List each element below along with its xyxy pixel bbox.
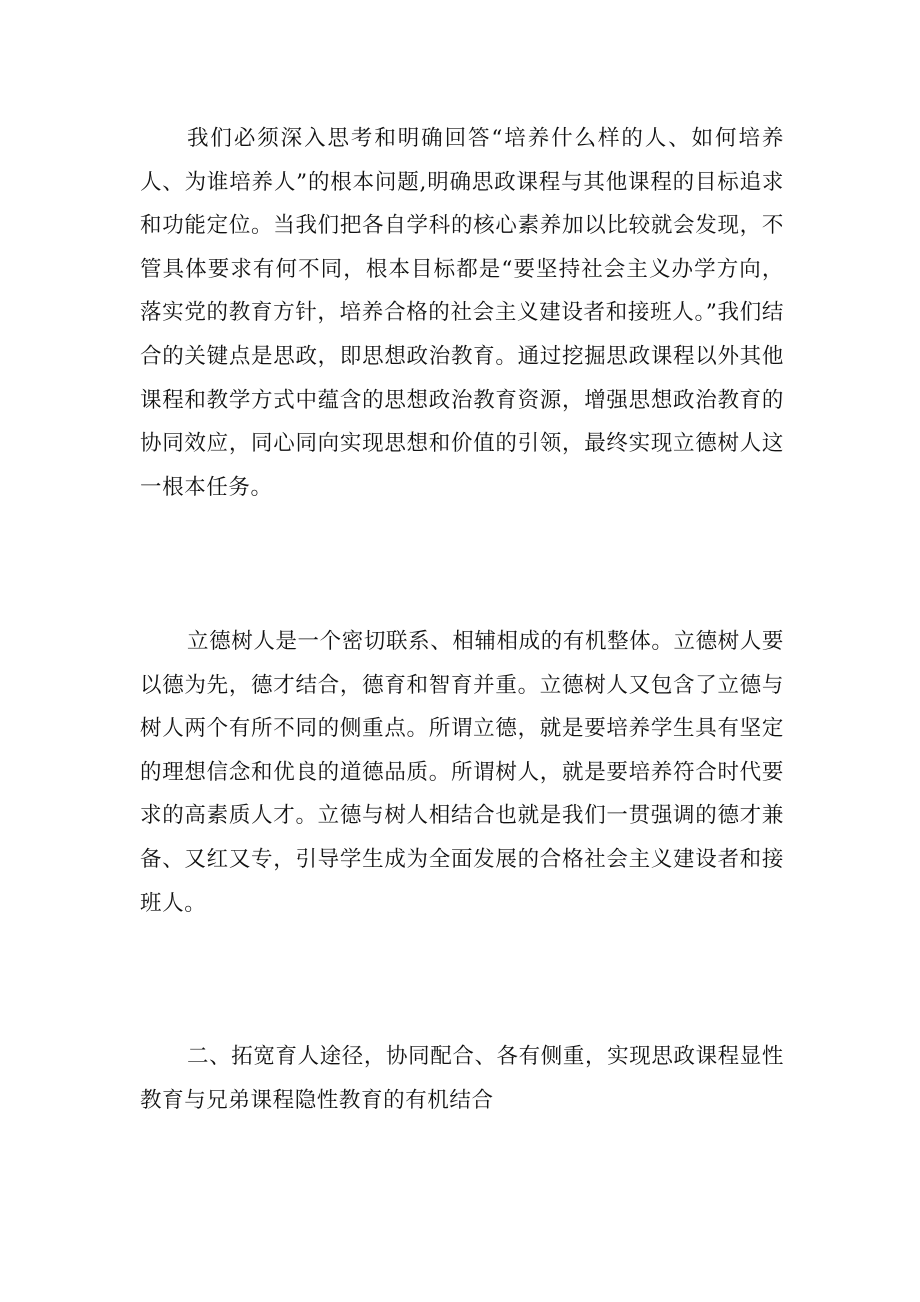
section-heading: 二、拓宽育人途径，协同配合、各有侧重，实现思政课程显性教育与兄弟课程隐性教育的有机结合 [140,1044,784,1113]
body-paragraph: 我们必须深入思考和明确回答“培养什么样的人、如何培养人、为谁培养人”的根本问题,明确思政课程与其他课程的目标追求和功能定位。当我们把各自学科的核心素养加以比较就会发现，不管具体要求有何不同，根本目标都是“要坚持社会主义办学方向，落实党的教育方针，培养合格的社会主义建设者和接班人。”我们结合的关键点是思政，即思想政治教育。通过挖掘思政课程以外其他课程和教学方式中蕴含的思想政治教育资源，增强思想政治教育的协同效应，同心同向实现思想和价值的引领，最终实现立德树人这一根本任务。 [140,126,784,500]
body-paragraph: 立德树人是一个密切联系、相辅相成的有机整体。立德树人要以德为先，德才结合，德育和智育并重。立德树人又包含了立德与树人两个有所不同的侧重点。所谓立德，就是要培养学生具有坚定的理想信念和优良的道德品质。所谓树人，就是要培养符合时代要求的高素质人才。立德与树人相结合也就是我们一贯强调的德才兼备、又红又专，引导学生成为全面发展的合格社会主义建设者和接班人。 [140,629,784,916]
